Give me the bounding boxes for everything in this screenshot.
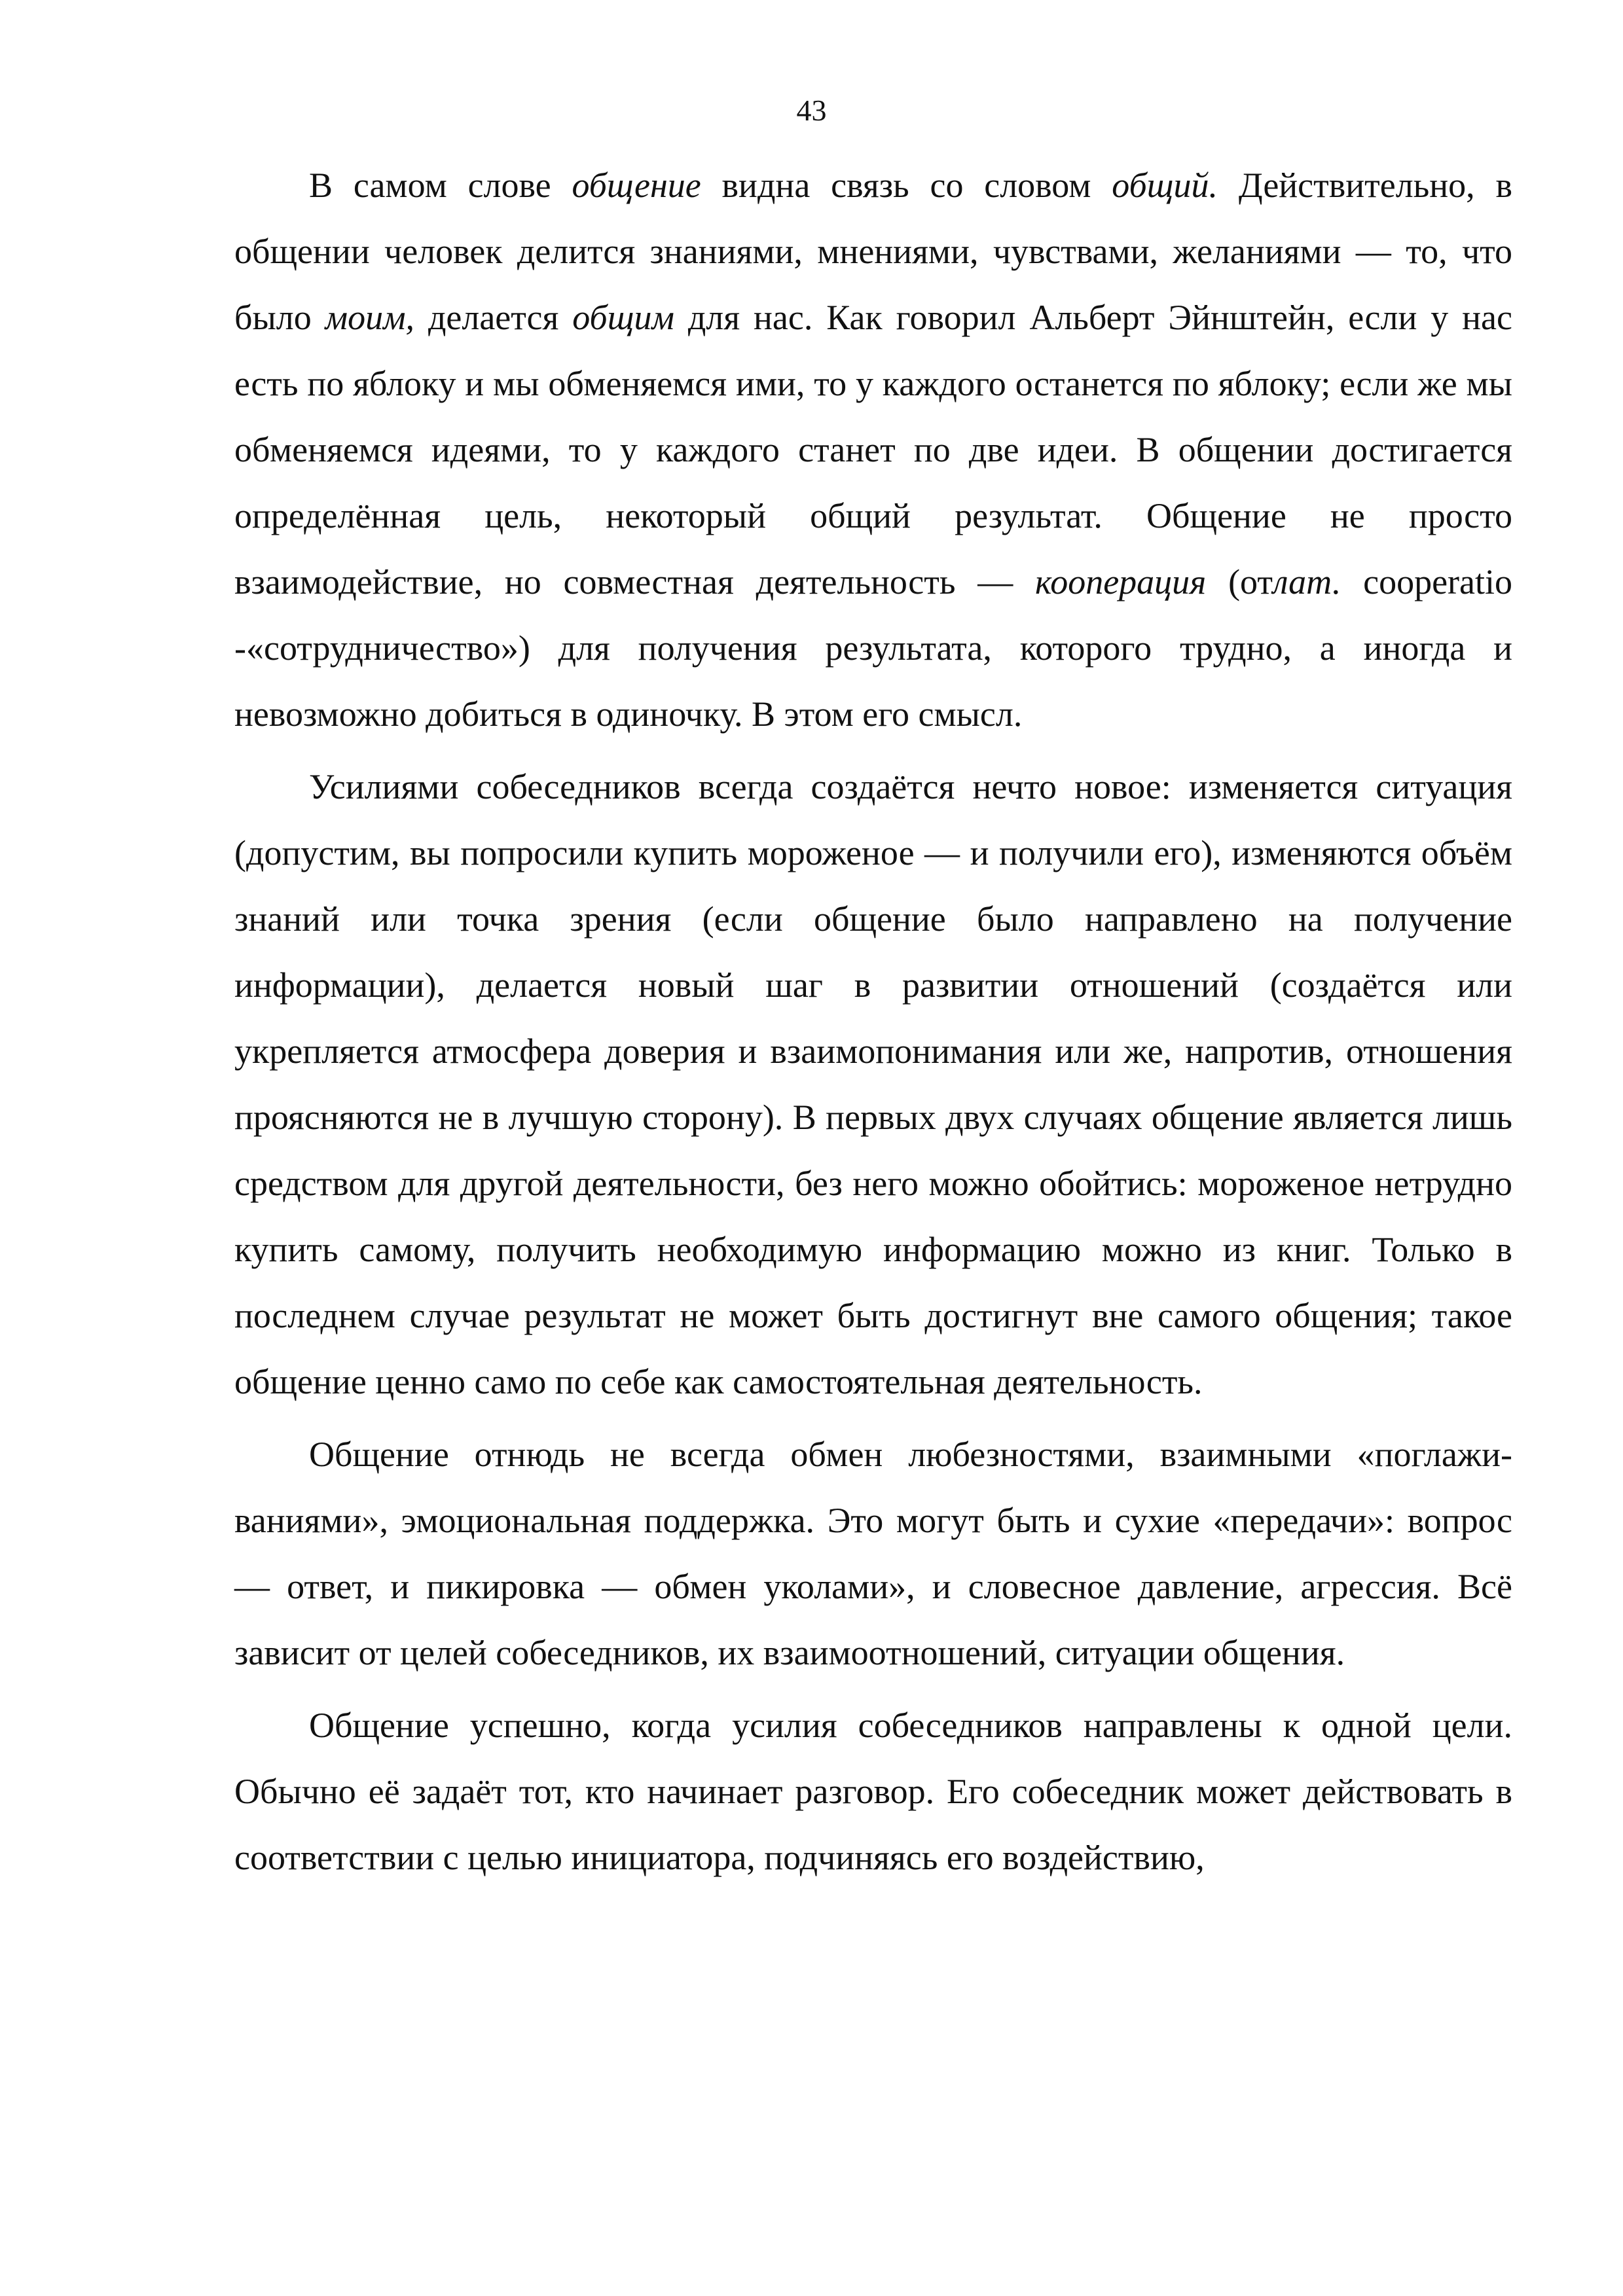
text-run: делается xyxy=(414,298,573,337)
paragraph-3 xyxy=(234,1422,1512,1686)
italic-text: моим, xyxy=(325,298,415,337)
text-run: видна связь со словом xyxy=(701,166,1112,205)
paragraph-4 xyxy=(234,1693,1512,1891)
italic-text: общение xyxy=(572,166,701,205)
text-run: (от xyxy=(1206,562,1273,601)
text-run: Усилиями собеседников всегда создаётся нечто новое: изменяется ситуация (допустим, вы попросили купить мороженое — и получили его), изменяются объём знаний или точка зрения (если общение было направлено на получение информации), делается новый шаг в развитии отношений (создаётся или укрепляется атмосфера доверия и взаимопонимания или же, напротив, отношения проясняются не в лучшую сторону). В первых двух случаях общение является лишь средством для другой деятельности, без него можно обойтись: мороженое нетрудно купить самому, получить необходимую информацию можно из книг. Только в последнем случае результат не может быть достигнут вне самого общения; такое общение ценно само по себе как самостоятельная деятельность. xyxy=(234,767,1512,1401)
italic-text: общий. xyxy=(1112,166,1218,205)
text-run: cooperatio -«сотрудничество») для получения результата, которого трудно, а иногда и невозможно добиться в одиночку. В этом его смысл. xyxy=(234,562,1512,734)
text-run: Действительно, в общении человек делится знаниями, мнениями, чувствами, желаниями — то, что было xyxy=(234,166,1512,337)
body-text xyxy=(234,152,1512,1897)
italic-text: кооперация xyxy=(1035,562,1207,601)
italic-text: общим xyxy=(572,298,674,337)
text-run: Общение отнюдь не всегда обмен любезностями, взаимными «поглаживаниями», эмоциональная поддержка. Это могут быть и сухие «передачи»: вопрос — ответ, и пикировка — обмен уколами», и словесное давление, агрессия. Всё зависит от целей собеседников, их взаимоотношений, ситуации общения. xyxy=(234,1435,1512,1672)
page-number: 43 xyxy=(796,94,827,127)
text-run: для нас. Как говорил Альберт Эйнштейн, если у нас есть по яблоку и мы обменяемся ими, то у каждого останется по яблоку; если же мы обменяемся идеями, то у каждого станет по две идеи. В общении достигается определённая цель, некоторый общий результат. Общение не просто взаимодействие, но совместная деятельность — xyxy=(234,298,1512,601)
italic-text: лат. xyxy=(1272,562,1341,601)
text-run: В самом слове xyxy=(309,166,572,205)
paragraph-2 xyxy=(234,754,1512,1415)
text-run: Общение успешно, когда усилия собеседников направлены к одной цели. Обычно её задаёт тот, кто начинает разговор. Его собеседник может действовать в соответствии с целью инициатора, подчиняясь его воздействию, xyxy=(234,1706,1512,1877)
paragraph-1 xyxy=(234,152,1512,747)
